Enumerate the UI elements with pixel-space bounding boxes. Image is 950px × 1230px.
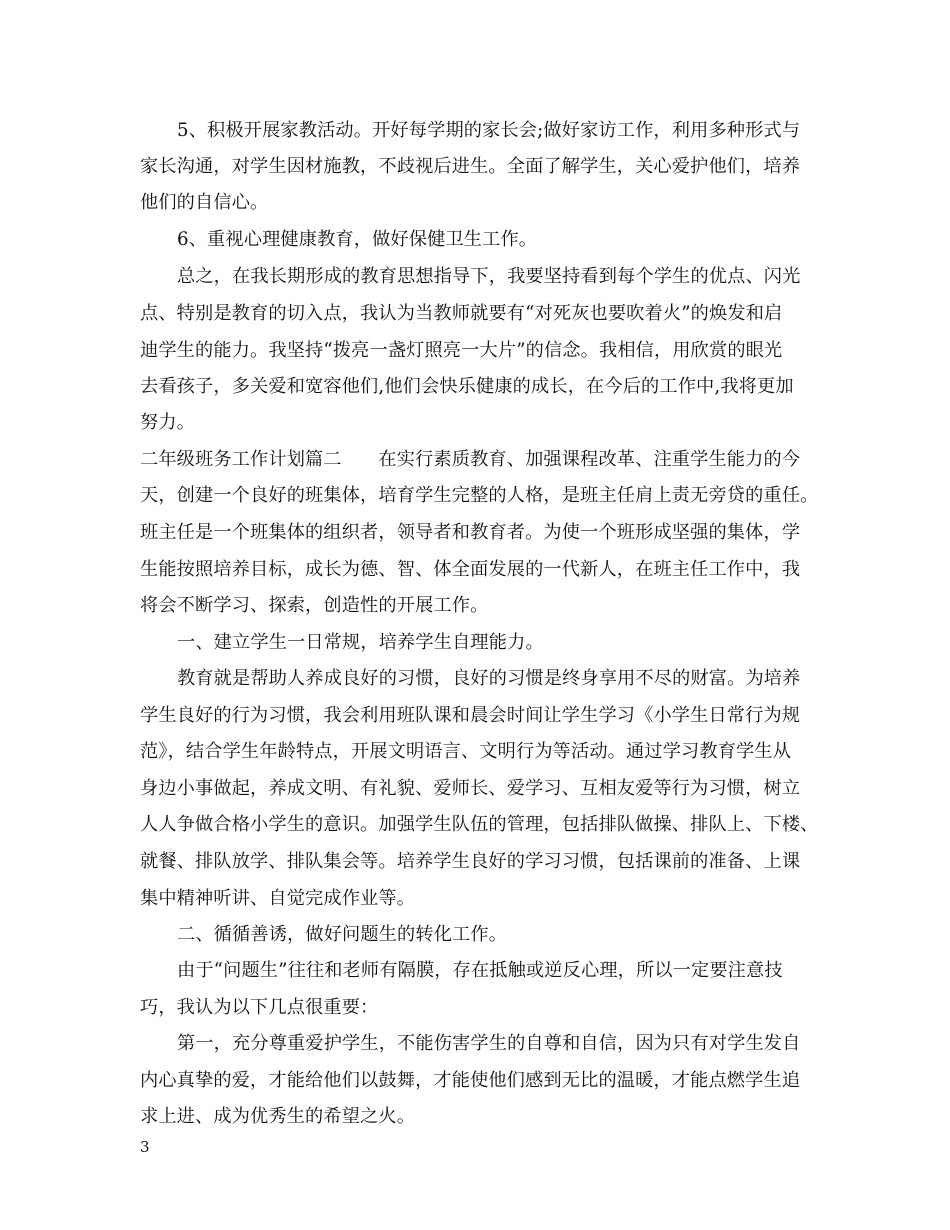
paragraph-line: 总之，在我长期形成的教育思想指导下，我要坚持看到每个学生的优点、闪光 <box>177 266 801 287</box>
paragraph-line: 集中精神听讲、自觉完成作业等。 <box>140 888 416 909</box>
paragraph-line: 第一，充分尊重爱护学生，不能伤害学生的自尊和自信，因为只有对学生发自 <box>177 1033 801 1054</box>
paragraph-line: 身边小事做起，养成文明、有礼貌、爱师长、爱学习、互相友爱等行为习惯，树立 <box>140 778 801 799</box>
subheading-line: 二、循循善诱，做好问题生的转化工作。 <box>177 924 508 945</box>
paragraph-line: 内心真挚的爱，才能给他们以鼓舞，才能使他们感到无比的温暖，才能点燃学生追 <box>140 1070 801 1091</box>
page-number: 3 <box>140 1138 150 1156</box>
paragraph-line: 范》，结合学生年龄特点，开展文明语言、文明行为等活动。通过学习教育学生从 <box>140 741 792 762</box>
paragraph-line: 就餐、排队放学、排队集会等。培养学生良好的学习习惯，包括课前的准备、上课 <box>140 851 801 872</box>
paragraph-line: 6、重视心理健康教育，做好保健卫生工作。 <box>177 229 538 250</box>
paragraph-line: 教育就是帮助人养成良好的习惯，良好的习惯是终身享用不尽的财富。为培养 <box>177 668 801 689</box>
subheading-line: 一、建立学生一日常规，培养学生自理能力。 <box>177 632 544 653</box>
paragraph-line: 人人争做合格小学生的意识。加强学生队伍的管理，包括排队做操、排队上、下楼、 <box>140 814 819 835</box>
paragraph-line: 生能按照培养目标，成长为德、智、体全面发展的一代新人，在班主任工作中，我 <box>140 559 801 580</box>
paragraph-line: 天，创建一个良好的班集体，培育学生完整的人格，是班主任肩上责无旁贷的重任。 <box>140 485 819 506</box>
paragraph-line: 他们的自信心。 <box>140 192 269 213</box>
paragraph-line: 学生良好的行为习惯，我会利用班队课和晨会时间让学生学习《小学生日常行为规 <box>140 705 801 726</box>
paragraph-line: 去看孩子，多关爱和宽容他们,他们会快乐健康的成长，在今后的工作中,我将更加 <box>140 376 794 397</box>
paragraph-line: 求上进、成为优秀生的希望之火。 <box>140 1106 416 1127</box>
paragraph-line: 由于“问题生”往往和老师有隔膜，存在抵触或逆反心理，所以一定要注意技 <box>177 960 783 981</box>
paragraph-line: 努力。 <box>140 412 196 433</box>
paragraph-line: 家长沟通，对学生因材施教，不歧视后进生。全面了解学生，关心爱护他们，培养 <box>140 156 801 177</box>
paragraph-line: 5、积极开展家教活动。开好每学期的家长会;做好家访工作，利用多种形式与 <box>177 120 801 141</box>
paragraph-line: 迪学生的能力。我坚持“拨亮一盏灯照亮一大片”的信念。我相信，用欣赏的眼光 <box>140 340 783 361</box>
section-heading-line: 二年级班务工作计划篇二 在实行素质教育、加强课程改革、注重学生能力的今 <box>140 449 801 470</box>
paragraph-line: 点、特别是教育的切入点，我认为当教师就要有“对死灰也要吹着火”的焕发和启 <box>140 303 783 324</box>
paragraph-line: 班主任是一个班集体的组织者，领导者和教育者。为使一个班形成坚强的集体，学 <box>140 522 801 543</box>
paragraph-line: 将会不断学习、探索，创造性的开展工作。 <box>140 595 489 616</box>
paragraph-line: 巧，我认为以下几点很重要： <box>140 997 379 1018</box>
